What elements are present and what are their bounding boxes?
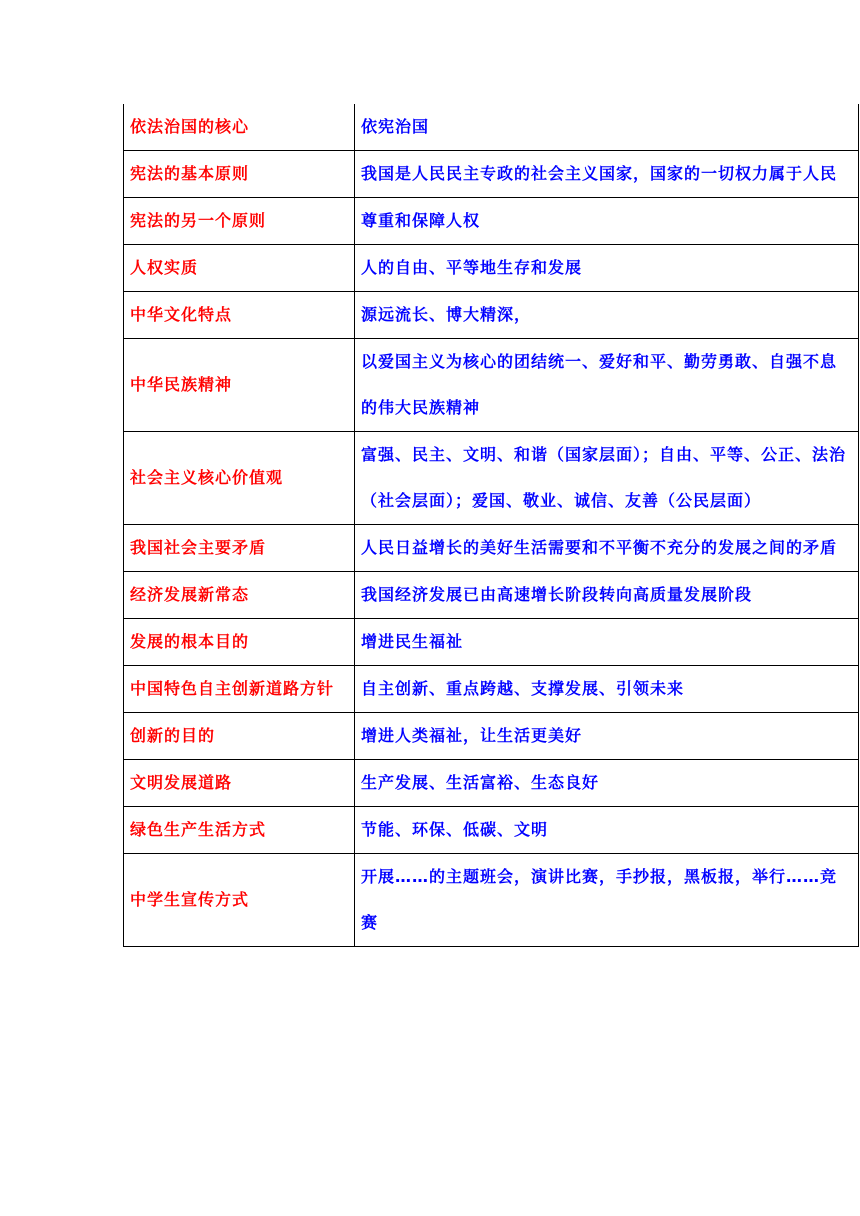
term-cell: 人权实质	[124, 245, 355, 292]
definition-cell: 依宪治国	[355, 104, 859, 151]
definition-cell: 我国是人民民主专政的社会主义国家，国家的一切权力属于人民	[355, 151, 859, 198]
definition-cell: 增进人类福祉，让生活更美好	[355, 713, 859, 760]
table-row	[124, 292, 859, 339]
table-row	[124, 151, 859, 198]
table-row	[124, 713, 859, 760]
term-cell: 中华民族精神	[124, 339, 355, 432]
term-cell: 绿色生产生活方式	[124, 807, 355, 854]
definition-cell: 生产发展、生活富裕、生态良好	[355, 760, 859, 807]
term-cell: 我国社会主要矛盾	[124, 525, 355, 572]
term-cell: 文明发展道路	[124, 760, 355, 807]
definition-cell: 自主创新、重点跨越、支撑发展、引领未来	[355, 666, 859, 713]
knowledge-table-body	[124, 104, 859, 947]
definition-cell: 人的自由、平等地生存和发展	[355, 245, 859, 292]
definition-cell: 源远流长、博大精深，	[355, 292, 859, 339]
definition-cell: 我国经济发展已由高速增长阶段转向高质量发展阶段	[355, 572, 859, 619]
term-cell: 发展的根本目的	[124, 619, 355, 666]
definition-cell: 尊重和保障人权	[355, 198, 859, 245]
table-row	[124, 807, 859, 854]
definition-cell: 以爱国主义为核心的团结统一、爱好和平、勤劳勇敢、自强不息的伟大民族精神	[355, 339, 859, 432]
term-cell: 社会主义核心价值观	[124, 432, 355, 525]
table-row	[124, 619, 859, 666]
term-cell: 中国特色自主创新道路方针	[124, 666, 355, 713]
table-row	[124, 198, 859, 245]
table-row	[124, 572, 859, 619]
term-cell: 创新的目的	[124, 713, 355, 760]
definition-cell: 开展……的主题班会，演讲比赛，手抄报，黑板报，举行……竞赛	[355, 854, 859, 947]
table-row	[124, 104, 859, 151]
term-cell: 依法治国的核心	[124, 104, 355, 151]
table-row	[124, 432, 859, 525]
term-cell: 中学生宣传方式	[124, 854, 355, 947]
term-cell: 宪法的另一个原则	[124, 198, 355, 245]
definition-cell: 增进民生福祉	[355, 619, 859, 666]
definition-cell: 人民日益增长的美好生活需要和不平衡不充分的发展之间的矛盾	[355, 525, 859, 572]
knowledge-table	[123, 104, 859, 947]
term-cell: 中华文化特点	[124, 292, 355, 339]
term-cell: 宪法的基本原则	[124, 151, 355, 198]
table-row	[124, 245, 859, 292]
table-row	[124, 760, 859, 807]
definition-cell: 富强、民主、文明、和谐（国家层面）；自由、平等、公正、法治（社会层面）；爱国、敬业、诚信、友善（公民层面）	[355, 432, 859, 525]
table-row	[124, 666, 859, 713]
definition-cell: 节能、环保、低碳、文明	[355, 807, 859, 854]
table-row	[124, 854, 859, 947]
table-row	[124, 525, 859, 572]
table-row	[124, 339, 859, 432]
term-cell: 经济发展新常态	[124, 572, 355, 619]
